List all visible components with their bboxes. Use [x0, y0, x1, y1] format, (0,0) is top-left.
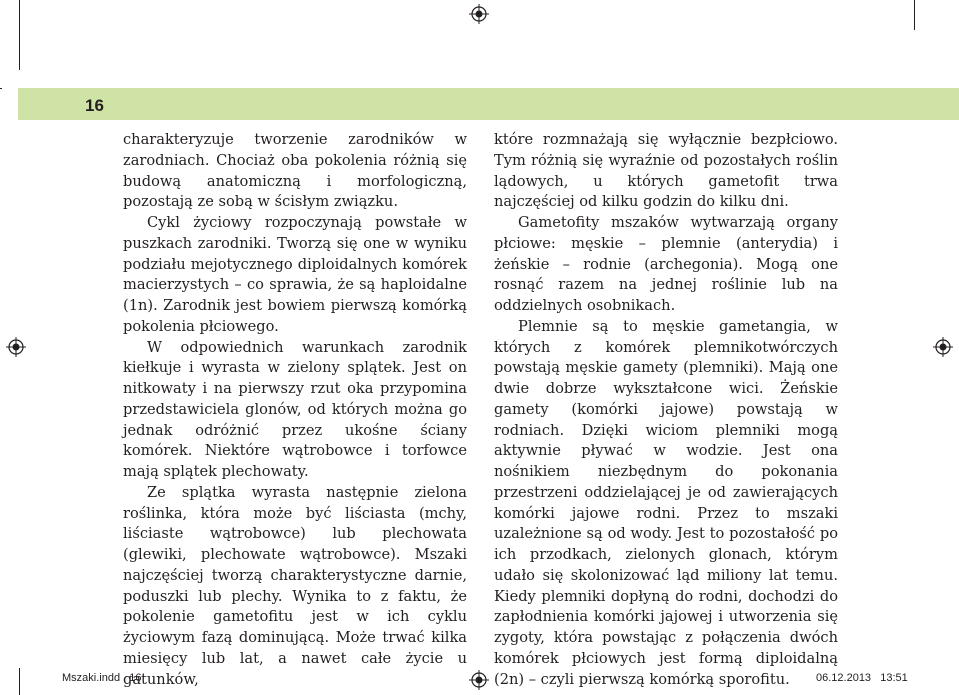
page-number: 16: [85, 96, 104, 115]
registration-mark-icon: [933, 337, 953, 357]
footer-filename: Mszaki.indd 16: [62, 672, 142, 684]
right-text-column: [494, 130, 838, 690]
paragraph: charakteryzuje tworzenie zarodników w zarodniach. Chociaż oba pokolenia różnią się budową anatomiczną i morfologiczną, pozostają ze sobą w ścisłym związku.: [123, 131, 467, 211]
crop-mark: [0, 88, 2, 89]
footer-timestamp: 06.12.2013 13:51: [816, 672, 908, 684]
crop-mark: [19, 668, 20, 695]
header-band: [18, 88, 959, 120]
left-text-column: [123, 130, 467, 690]
crop-mark: [914, 0, 915, 30]
registration-mark-icon: [469, 670, 489, 690]
crop-mark: [19, 0, 20, 70]
paragraph: Cykl życiowy rozpoczynają powstałe w puszkach zarodniki. Tworzą się one w wyniku podziału mejotycznego diploidalnych komórek macierzystych – co sprawia, że są haploidalne (1n). Zarodnik jest bowiem pierwszą komórką pokolenia płciowego.: [123, 214, 467, 335]
paragraph: które rozmnażają się wyłącznie bezpłciowo. Tym różnią się wyraźnie od pozostałych roślin lądowych, u których gametofit trwa najczęściej od kilku godzin do kilku dni.: [494, 131, 838, 211]
registration-mark-icon: [469, 4, 489, 24]
registration-mark-icon: [6, 337, 26, 357]
paragraph: W odpowiednich warunkach zarodnik kiełkuje i wyrasta w zielony splątek. Jest on nitkowaty i na pierwszy rzut oka przypomina przedstawiciela glonów, od których można go jednak odróżnić przez ukośne ściany komórek. Niektóre wątrobowce i torfowce mają splątek plechowaty.: [123, 338, 467, 480]
paragraph: Ze splątka wyrasta następnie zielona roślinka, która może być liściasta (mchy, liściaste wątrobowce) lub plechowata (glewiki, plechowate wątrobowce). Mszaki najczęściej tworzą charakterystyczne darnie, poduszki lub plechy. Wynika to z faktu, że pokolenie gametofitu jest w ich cyklu życiowym fazą dominującą. Może trwać kilka miesięcy lub lat, a nawet całe życie u gatunków,: [123, 483, 467, 688]
paragraph: Gametofity mszaków wytwarzają organy płciowe: męskie – plemnie (anterydia) i żeńskie – rodnie (archegonia). Mogą one rosnąć razem na jednej roślinie lub na oddzielnych osobnikach.: [494, 214, 838, 314]
paragraph: Plemnie są to męskie gametangia, w których z komórek plemnikotwórczych powstają męskie gamety (plemniki). Mają one dwie dobrze wykształcone wici. Żeńskie gamety (komórki jajowe) powstają w rodniach. Dzięki wiciom plemniki mogą aktywnie pływać w wodzie. Jest ona nośnikiem niezbędnym do pokonania przestrzeni oddzielającej je od zawierających komórki jajowe rodni. Przez to mszaki uzależnione są od wody. Jest to pozostałość po ich przodkach, zielonych glonach, którym udało się skolonizować ląd miliony lat temu. Kiedy plemniki dopłyną do rodni, dochodzi do zapłodnienia komórki jajowej i utworzenia się zygoty, która powstając z połączenia dwóch komórek płciowych jest formą diploidalną (2n) – czyli pierwszą komórką sporofitu.: [494, 317, 838, 688]
